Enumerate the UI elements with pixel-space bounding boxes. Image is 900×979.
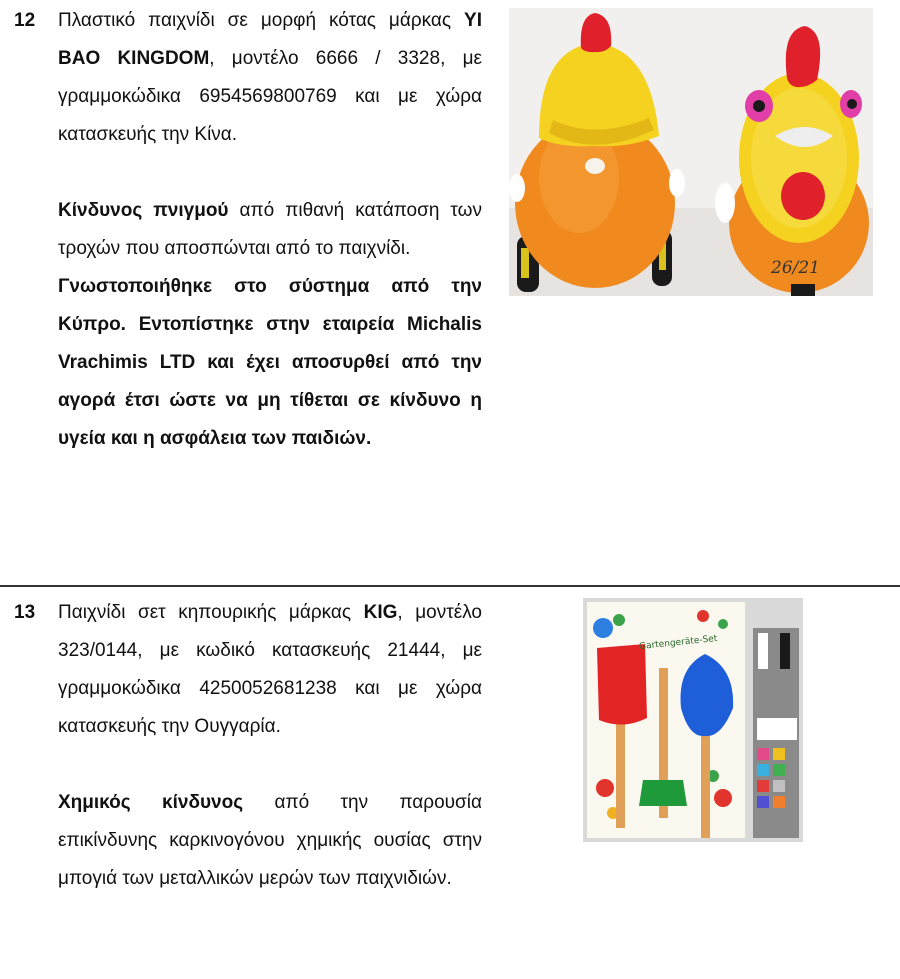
description-start: Παιχνίδι σετ κηπουρικής μάρκας (58, 602, 364, 623)
description-end: , μοντέλο 323/0144, με κωδικό κατασκευής 21444, με γραμμοκώδικα 4250052681238 και με χώρα κατασκευής την Ουγγαρία. (58, 602, 482, 737)
risk-text: από την παρουσία επικίνδυνης καρκινογόνου χημικής ουσίας στην μπογιά των μεταλλικών μερών των παιχνιδιών. (58, 792, 482, 889)
risk-text: από πιθανή κατάποση των τροχών που αποσπώνται από το παιχνίδι. (58, 200, 483, 259)
entry-number: 13 (14, 602, 36, 623)
package-label: Gartengeräte-Set (638, 633, 718, 653)
brand-name: KIG (363, 602, 398, 623)
risk-statement (58, 784, 482, 898)
product-description (58, 2, 482, 154)
handwritten-code: 26/21 (771, 258, 820, 278)
notification-text: Γνωστοποιήθηκε στο σύστημα από την Κύπρο. Εντοπίστηκε στην εταιρεία Michalis Vrachimis LTD και έχει αποσυρθεί από την αγορά έτσι ώστε να μη τίθεται σε κίνδυνο η υγεία και η ασφάλεια των παιδιών. (58, 276, 482, 449)
garden-tool-set-photo (583, 598, 803, 842)
description-start: Πλαστικό παιχνίδι σε μορφή κότας μάρκας (58, 10, 465, 31)
entry-text (58, 2, 482, 458)
entry-number: 12 (14, 10, 36, 31)
product-description (58, 594, 482, 746)
notification-statement (58, 268, 482, 458)
entry-text (58, 594, 482, 898)
risk-label: Κίνδυνος πνιγμού (58, 200, 229, 221)
chicken-toy-photo (509, 8, 873, 296)
brand-name: YI BAO KINGDOM (58, 10, 482, 69)
description-end: , μοντέλο 6666 / 3328, με γραμμοκώδικα 6954569800769 και με χώρα κατασκευής την Κίνα. (58, 48, 482, 145)
risk-statement (58, 192, 482, 268)
section-divider (0, 585, 900, 587)
risk-label: Χημικός κίνδυνος (58, 792, 244, 813)
